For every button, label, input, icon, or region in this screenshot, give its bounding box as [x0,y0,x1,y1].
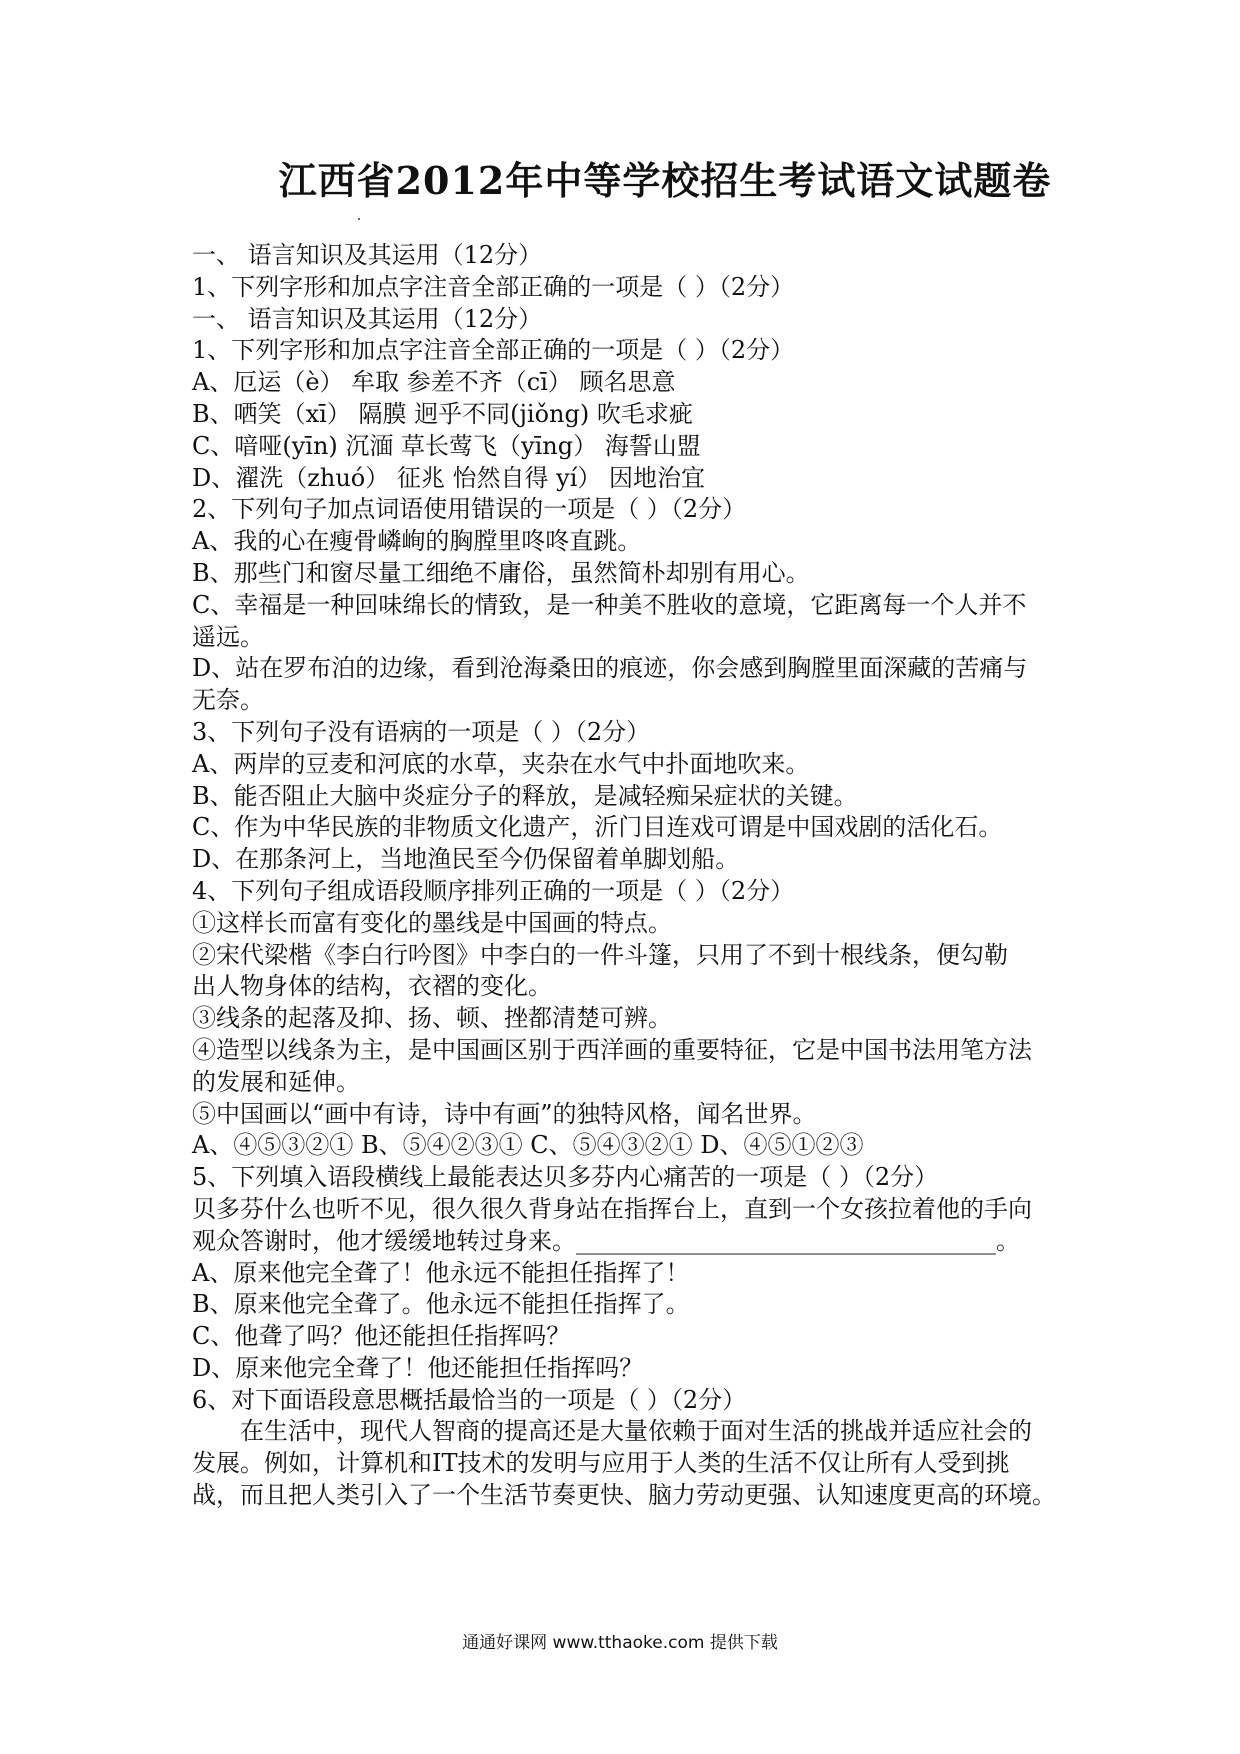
text-line: 的发展和延伸。 [192,1067,360,1096]
text-line: C、喑哑(yīn) 沉湎 草长莺飞（yīng） 海誓山盟 [192,431,701,460]
exam-body [192,240,1062,1512]
text-line: 无奈。 [192,686,264,715]
text-line: A、两岸的豆麦和河底的水草，夹杂在水气中扑面地吹来。 [192,749,810,778]
text-line: ④造型以线条为主，是中国画区别于西洋画的重要特征，它是中国书法用笔方法 [192,1035,1032,1064]
text-line: 4、下列句子组成语段顺序排列正确的一项是（ ）（2分） [192,876,795,905]
text-line: B、那些门和窗尽量工细绝不庸俗，虽然简朴却别有用心。 [192,558,810,587]
text-line: ②宋代梁楷《李白行吟图》中李白的一件斗篷，只用了不到十根线条，便勾勒 [192,940,1008,969]
text-line: 5、下列填入语段横线上最能表达贝多芬内心痛苦的一项是（ ）（2分） [192,1163,939,1192]
text-line: B、原来他完全聋了。他永远不能担任指挥了。 [192,1290,690,1319]
text-line: 发展。例如，计算机和IT技术的发明与应用于人类的生活不仅让所有人受到挑 [192,1449,1010,1478]
text-line: 观众答谢时，他才缓缓地转过身来。___________________________________。 [192,1226,1020,1255]
text-line: ①这样长而富有变化的墨线是中国画的特点。 [192,908,672,937]
text-line: D、站在罗布泊的边缘，看到沧海桑田的痕迹，你会感到胸膛里面深藏的苦痛与 [192,654,1028,683]
text-line: 战，而且把人类引入了一个生活节奏更快、脑力劳动更强、认知速度更高的环境。 [192,1481,1056,1510]
page-footer: 通通好课网 www.tthaoke.com 提供下载 [462,1633,778,1653]
text-line: 遥远。 [192,622,264,651]
text-line: 3、下列句子没有语病的一项是（ ）（2分） [192,717,651,746]
text-line: 1、下列字形和加点字注音全部正确的一项是（ ）（2分） [192,272,795,301]
text-line: 一、 语言知识及其运用（12分） [192,304,543,333]
text-line: A、我的心在瘦骨嶙峋的胸膛里咚咚直跳。 [192,527,642,556]
text-line: 6、对下面语段意思概括最恰当的一项是（ ）（2分） [192,1385,747,1414]
text-line: B、哂笑（xī） 隔膜 迥乎不同(jiǒng) 吹毛求疵 [192,399,693,428]
text-line: ③线条的起落及抑、扬、顿、挫都清楚可辨。 [192,1004,672,1033]
text-line: 在生活中，现代人智商的提高还是大量依赖于面对生活的挑战并适应社会的 [240,1417,1032,1446]
scan-speck [358,218,360,220]
text-line: ⑤中国画以“画中有诗，诗中有画”的独特风格，闻名世界。 [192,1099,817,1128]
text-line: D、濯洗（zhuó） 征兆 怡然自得 yí） 因地治宜 [192,463,705,492]
text-line: 出人物身体的结构，衣褶的变化。 [192,972,552,1001]
page-title: 江西省2012年中等学校招生考试语文试题卷 [278,158,1052,203]
text-line: A、④⑤③②① B、⑤④②③① C、⑤④③②① D、④⑤①②③ [192,1131,864,1160]
text-line: C、作为中华民族的非物质文化遗产，沂门目连戏可谓是中国戏剧的活化石。 [192,813,1003,842]
text-line: C、他聋了吗？他还能担任指挥吗？ [192,1322,571,1351]
text-line: C、幸福是一种回味绵长的情致，是一种美不胜收的意境，它距离每一个人并不 [192,590,1027,619]
text-line: A、厄运（è） 牟取 参差不齐（cī） 顾名思意 [192,368,676,397]
text-line: 2、下列句子加点词语使用错误的一项是（ ）（2分） [192,495,747,524]
text-line: B、能否阻止大脑中炎症分子的释放，是减轻痴呆症状的关键。 [192,781,858,810]
text-line: A、原来他完全聋了！他永远不能担任指挥了！ [192,1258,690,1287]
text-line: D、原来他完全聋了！他还能担任指挥吗？ [192,1353,644,1382]
text-line: 1、下列字形和加点字注音全部正确的一项是（ ）（2分） [192,336,795,365]
text-line: 贝多芬什么也听不见，很久很久背身站在指挥台上，直到一个女孩拉着他的手向 [192,1194,1032,1223]
text-line: D、在那条河上，当地渔民至今仍保留着单脚划船。 [192,845,740,874]
text-line: 一、 语言知识及其运用（12分） [192,241,543,269]
